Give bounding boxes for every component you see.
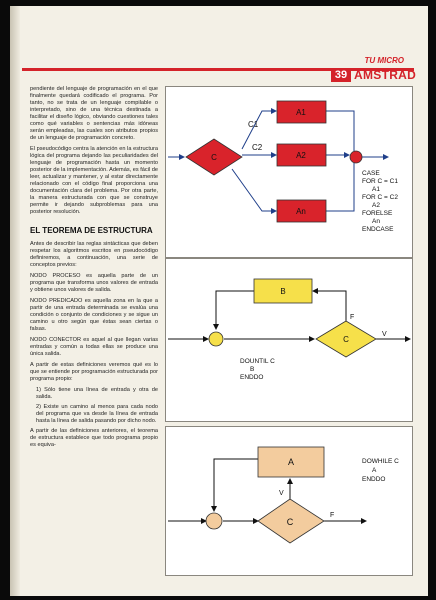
paragraph-5: NODO PREDICADO es aquella zona en la que a partir de una entrada determinada se evalúa una condición o conjunto de condiciones y se sigue un camino u otro según que éstas sean ciertas o falsas. [30,298,158,332]
dowhile-code-line: DOWHILE C [362,458,399,465]
dountil-code-line: DOUNTIL C [240,358,275,365]
dowhile-code-line: ENDDO [362,476,386,483]
case-branch-n-line [232,169,276,211]
dowhile-false-label: F [330,512,335,519]
paragraph-1: pendiente del lenguaje de programación en el que finalmente quedará codificado el programa. Por tanto, no se trata de un lenguaje compilable o interpretado, sino de una técnica destinada a facilitar el diseño lógico, obviando cuestiones tales como qué variables o sentencias más idóneas serán empleadas, las cuales son atributos propios de un lenguaje de programación concreto. [30,86,158,141]
page-number: 39 [331,69,351,82]
case-code-line: FORELSE [362,210,393,217]
dountil-true-label: V [382,331,387,338]
dountil-false-line [313,291,346,321]
case-code-line: FOR C = C1 [362,178,398,185]
paragraph-7: A partir de estas definiciones veremos qué es lo que se entiende por programación estructurada por programa propio: [30,362,158,382]
dountil-diagram [165,258,413,422]
case-code-line: An [372,218,380,225]
case-code-line: FOR C = C2 [362,194,398,201]
dowhile-true-label: V [279,490,284,497]
case-merge-n-line [326,162,354,211]
dowhile-diagram-svg [166,427,412,575]
dowhile-loop-line [214,459,258,511]
magazine-tagline: TU MICRO [364,56,404,65]
dowhile-box-label: A [287,457,295,467]
dowhile-condition-label: C [286,517,294,527]
dountil-false-label: F [350,314,355,321]
magazine-name: AMSTRAD [354,68,417,82]
dountil-box-label: B [280,287,286,296]
paragraph-8: A partir de las definiciones anteriores, el teorema de estructura establece que todo programa propio es equiva- [30,428,158,448]
case-branch-2-label: C2 [252,143,263,152]
dowhile-diagram [165,426,413,576]
list-item-1: 1) Sólo tiene una línea de entrada y otra de salida. [36,387,158,400]
case-code-line: A1 [372,186,380,193]
article-column [30,86,158,453]
magazine-page [10,6,428,596]
case-box-a1-label: A1 [296,108,306,117]
dountil-loop-line [216,291,254,329]
section-title: EL TEOREMA DE ESTRUCTURA [30,226,153,235]
page-spine [10,6,20,596]
case-diagram [165,86,413,258]
paragraph-4: NODO PROCESO es aquella parte de un programa que transforma unos valores de entrada y obtiene unos valores de salida. [30,273,158,293]
dountil-condition-label: C [343,335,349,344]
case-code-line: CASE [362,170,380,177]
dountil-code-line: B [250,366,255,373]
dountil-diagram-svg [166,259,412,421]
case-connector-node [350,151,362,163]
dountil-connector-node [209,332,223,346]
case-code-line: A2 [372,202,380,209]
dowhile-code-line: A [372,467,377,474]
case-box-a2-label: A2 [296,151,306,160]
case-merge-1-line [326,111,354,151]
case-condition-label: C [211,153,217,162]
dountil-code-line: ENDDO [240,374,264,381]
paragraph-6: NODO CONECTOR es aquel al que llegan varias entradas y común a todas ellas se produce una única salida. [30,337,158,357]
case-code-line: ENDCASE [362,226,394,233]
paragraph-2: El pseudocódigo centra la atención en la estructura lógica del programa dejando las peculiaridades del lenguaje de programación hasta un momento posterior de la implementación. Además, es fácil de leer, actualizar y mantener, y al estar directamente relacionado con el código final proporciona una documentación clara del problema. Por otra parte, la manera estructurada con que se construye permite ir dejando subproblemas para una posterior resolución. [30,146,158,215]
case-branch-1-label: C1 [248,120,259,129]
dowhile-connector-node [206,513,222,529]
case-diagram-svg [166,87,412,257]
paragraph-3: Antes de describir las reglas sintácticas que deben respetar los algoritmos escritos en pseudocódigo definiremos, a continuación, una serie de conceptos previos: [30,241,158,268]
case-box-an-label: An [296,207,306,216]
list-item-2: 2) Existe un camino al menos para cada nodo del programa que va desde la línea de entrada hasta la línea de salida pasando por dicho nodo. [36,404,158,424]
